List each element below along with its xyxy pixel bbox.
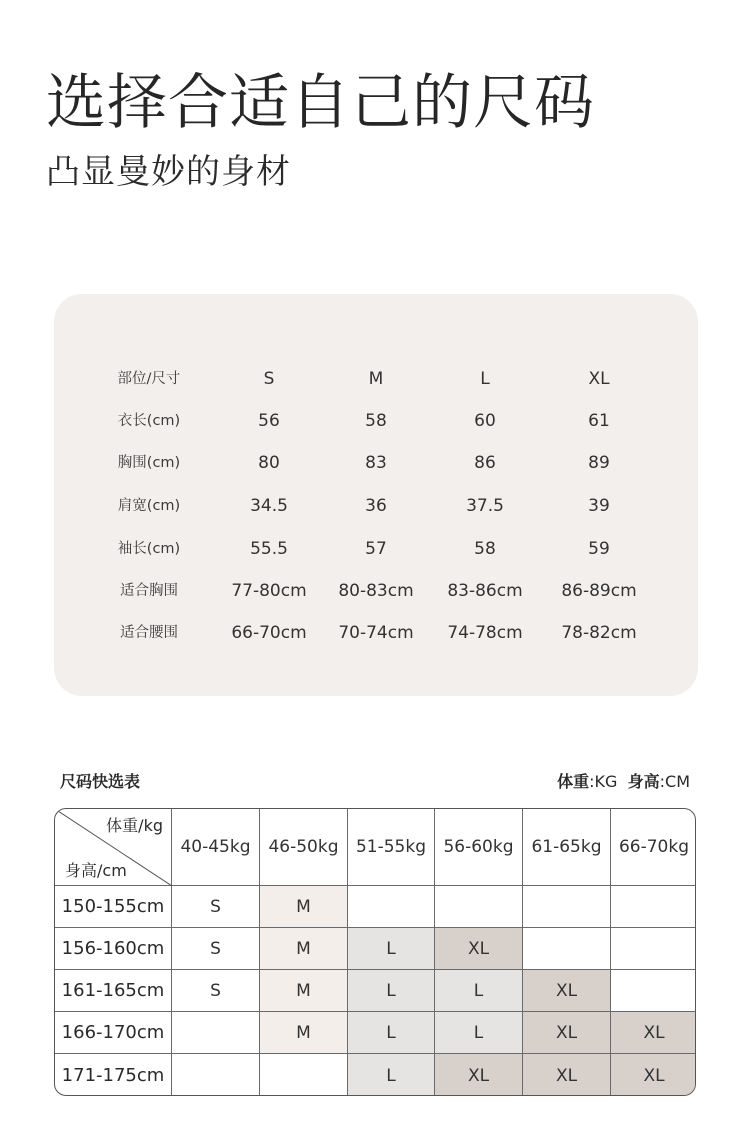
spec-header-m: M (368, 369, 384, 389)
spec-label: 袖长(cm) (117, 541, 181, 557)
spec-row-bust (54, 451, 698, 475)
size-cell: XL (435, 1054, 523, 1096)
spec-value: 83-86cm (447, 581, 523, 601)
weight-column-header: 56-60kg (435, 809, 523, 886)
spec-value: 77-80cm (231, 581, 307, 601)
size-cell: L (435, 1012, 523, 1054)
spec-value: 66-70cm (231, 623, 307, 643)
size-cell: XL (523, 1054, 611, 1096)
size-cell: S (172, 970, 260, 1012)
units-height-label: 身高 (627, 772, 660, 791)
size-cell: XL (523, 970, 611, 1012)
height-row-header: 156-160cm (55, 928, 172, 970)
weight-column-header: 40-45kg (172, 809, 260, 886)
size-cell: M (260, 970, 348, 1012)
weight-column-header: 51-55kg (348, 809, 435, 886)
height-row (55, 886, 696, 928)
size-cell: M (260, 928, 348, 970)
size-cell-empty (523, 928, 611, 970)
spec-value: 70-74cm (338, 623, 414, 643)
spec-label: 肩宽(cm) (117, 498, 181, 514)
size-cell: L (348, 928, 435, 970)
weight-column-header: 61-65kg (523, 809, 611, 886)
height-row (55, 970, 696, 1012)
weight-column-header: 66-70kg (611, 809, 696, 886)
spec-value: 59 (588, 539, 610, 559)
spec-label: 适合腰围 (120, 625, 178, 641)
size-cell: L (348, 1054, 435, 1096)
size-cell-empty (611, 970, 696, 1012)
units-legend (557, 770, 690, 794)
size-cell-empty (348, 886, 435, 928)
height-row (55, 1054, 696, 1096)
size-cell: XL (435, 928, 523, 970)
spec-value: 74-78cm (447, 623, 523, 643)
size-cell: L (348, 970, 435, 1012)
spec-header-xl: XL (588, 369, 610, 389)
spec-value: 37.5 (466, 496, 504, 516)
spec-value: 36 (365, 496, 387, 516)
size-cell-empty (172, 1054, 260, 1096)
spec-value: 86 (474, 453, 496, 473)
spec-label: 胸围(cm) (117, 455, 181, 471)
size-cell-empty (435, 886, 523, 928)
size-spec-card (54, 294, 698, 696)
spec-value: 61 (588, 411, 610, 431)
quick-select-table (54, 808, 696, 1096)
height-row-header: 171-175cm (55, 1054, 172, 1096)
size-cell-empty (611, 886, 696, 928)
size-cell-empty (260, 1054, 348, 1096)
spec-value: 58 (474, 539, 496, 559)
spec-value: 80 (258, 453, 280, 473)
size-cell: S (172, 886, 260, 928)
size-cell: XL (523, 1012, 611, 1054)
size-cell: M (260, 886, 348, 928)
units-height-unit: :CM (659, 772, 690, 791)
size-cell: S (172, 928, 260, 970)
units-weight-label: 体重 (557, 772, 590, 791)
height-row (55, 928, 696, 970)
spec-header-row (54, 367, 698, 391)
weight-column-header: 46-50kg (260, 809, 348, 886)
corner-height-label: 身高/cm (65, 861, 127, 880)
spec-value: 78-82cm (561, 623, 637, 643)
spec-value: 34.5 (250, 496, 288, 516)
height-row-header: 150-155cm (55, 886, 172, 928)
size-cell-empty (172, 1012, 260, 1054)
weight-header-row (55, 809, 696, 886)
spec-value: 55.5 (250, 539, 288, 559)
size-cell: M (260, 1012, 348, 1054)
spec-value: 57 (365, 539, 387, 559)
size-cell: XL (611, 1012, 696, 1054)
height-row-header: 161-165cm (55, 970, 172, 1012)
spec-header-part: 部位/尺寸 (117, 371, 181, 387)
corner-weight-label: 体重/kg (106, 816, 163, 835)
spec-label: 适合胸围 (120, 583, 178, 599)
size-cell: XL (611, 1054, 696, 1096)
spec-header-s: S (263, 369, 275, 389)
units-weight-unit: :KG (589, 772, 618, 791)
spec-row-length (54, 409, 698, 433)
size-cell-empty (523, 886, 611, 928)
size-cell-empty (611, 928, 696, 970)
spec-header-l: L (480, 369, 490, 389)
spec-value: 86-89cm (561, 581, 637, 601)
height-row (55, 1012, 696, 1054)
page-title: 选择合适自己的尺码 (46, 68, 595, 138)
page-subtitle: 凸显曼妙的身材 (46, 152, 291, 192)
spec-value: 89 (588, 453, 610, 473)
spec-value: 58 (365, 411, 387, 431)
quick-select-title: 尺码快选表 (60, 772, 141, 791)
spec-value: 60 (474, 411, 496, 431)
spec-row-fit-bust (54, 579, 698, 603)
spec-row-sleeve (54, 537, 698, 561)
spec-label: 衣长(cm) (117, 413, 181, 429)
size-cell: L (435, 970, 523, 1012)
spec-value: 56 (258, 411, 280, 431)
spec-value: 39 (588, 496, 610, 516)
spec-row-shoulder (54, 494, 698, 518)
height-row-header: 166-170cm (55, 1012, 172, 1054)
spec-value: 83 (365, 453, 387, 473)
spec-value: 80-83cm (338, 581, 414, 601)
size-spec-table (54, 294, 698, 696)
size-cell: L (348, 1012, 435, 1054)
spec-row-fit-waist (54, 621, 698, 645)
